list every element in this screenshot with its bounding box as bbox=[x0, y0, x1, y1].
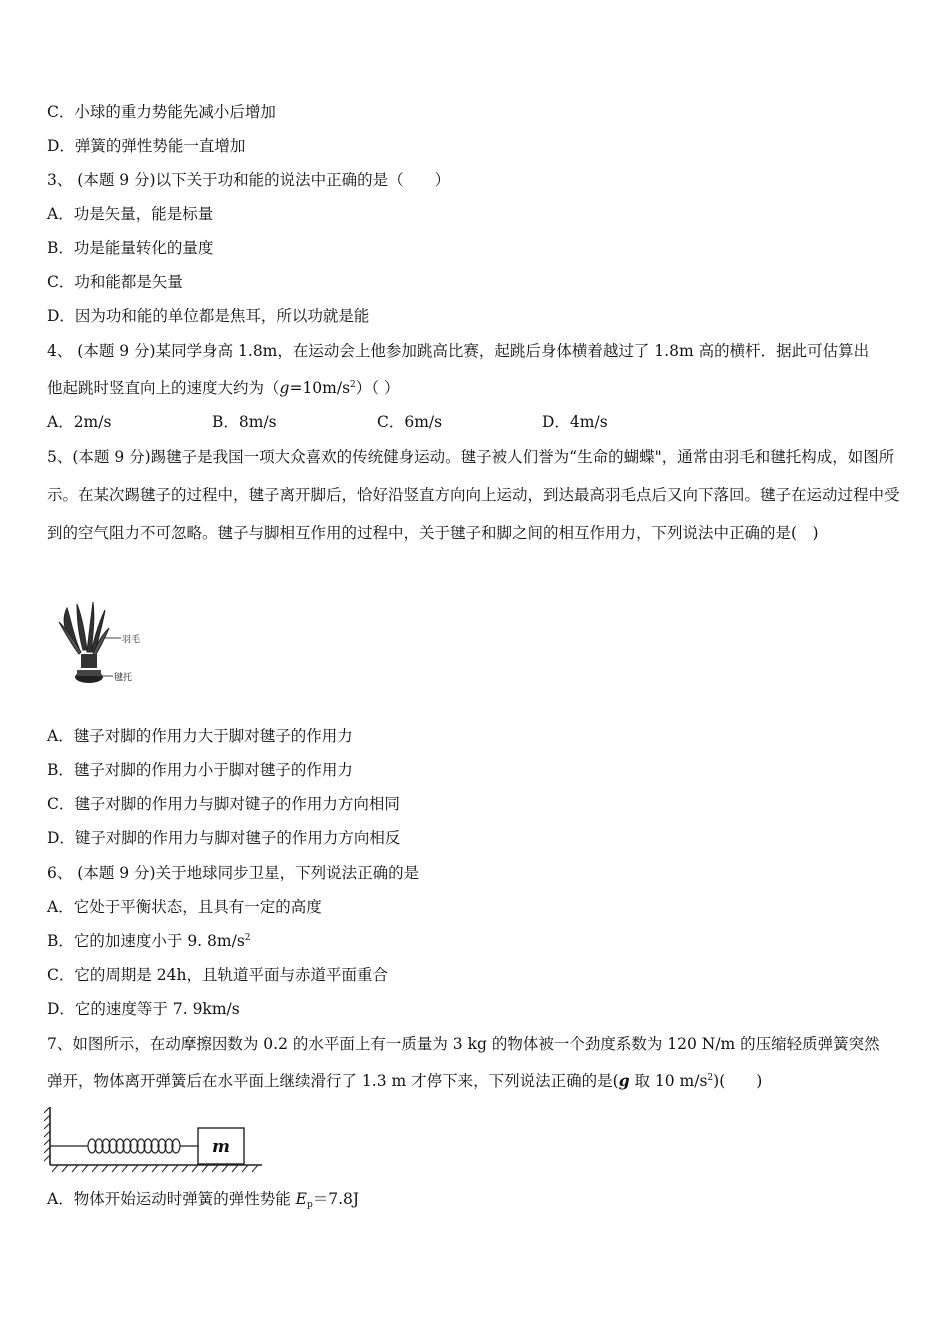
q2-option-c: C．小球的重力势能先减小后增加 bbox=[47, 103, 276, 121]
q3-option-b: B．功是能量转化的量度 bbox=[47, 239, 214, 257]
base-label: 毽托 bbox=[114, 673, 133, 683]
q3-option-a: A．功是矢量，能是标量 bbox=[47, 205, 214, 223]
q4-option-d: D．4m/s bbox=[542, 413, 608, 431]
block-mass-label: m bbox=[212, 1137, 230, 1157]
shuttlecock-figure bbox=[47, 600, 157, 690]
q7-stem-line2: 弹开，物体离开弹簧后在水平面上继续滑行了 1.3 m 才停下来，下列说法正确的是(g 取 10 $m/s^2$)( ) bbox=[47, 1071, 763, 1090]
q6-option-a: A．它处于平衡状态，且具有一定的高度 bbox=[47, 898, 322, 916]
q2-option-d: D．弹簧的弹性势能一直增加 bbox=[47, 137, 246, 155]
q6-stem: 6、 (本题 9 分)关于地球同步卫星，下列说法正确的是 bbox=[47, 864, 420, 882]
q4-options bbox=[47, 412, 707, 432]
q5-option-c: C．毽子对脚的作用力与脚对键子的作用力方向相同 bbox=[47, 795, 400, 813]
q3-option-d: D．因为功和能的单位都是焦耳，所以功就是能 bbox=[47, 307, 370, 325]
q5-option-d: D．键子对脚的作用力与脚对毽子的作用力方向相反 bbox=[47, 829, 401, 847]
q6-option-d: D．它的速度等于 7. 9km/s bbox=[47, 1000, 240, 1018]
spring-block-figure bbox=[44, 1103, 266, 1173]
feather-label: 羽毛 bbox=[122, 635, 141, 645]
q3-stem: 3、 (本题 9 分)以下关于功和能的说法中正确的是（ ） bbox=[47, 171, 451, 189]
q4-option-c: C．6m/s bbox=[377, 413, 443, 431]
q7-option-a: A．物体开始运动时弹簧的弹性势能 $E_p=7.8J$ bbox=[47, 1190, 360, 1210]
q7-stem-line1: 7、如图所示，在动摩擦因数为 0.2 的水平面上有一质量为 3 kg 的物体被一个劲度系数为 120 N/m 的压缩轻质弹簧突然 bbox=[47, 1035, 880, 1053]
q4-stem-line1: 4、 (本题 9 分)某同学身高 1.8m，在运动会上他参加跳高比赛，起跳后身体横着越过了 1.8m 高的横杆．据此可估算出 bbox=[47, 342, 870, 360]
q4-option-a: A．2m/s bbox=[47, 413, 112, 431]
q6-option-b: B．它的加速度小于 9. $8m/s^2$ bbox=[47, 932, 251, 950]
q5-stem: 5、(本题 9 分)踢毽子是我国一项大众喜欢的传统健身运动。毽子被人们誉为“生命的蝴蝶"，通常由羽毛和毽托构成，如图所示。在某次踢毽子的过程中，毽子离开脚后，恰好沿竖直方向向上运动，到达最高羽毛点后又向下落回。毽子在运动过程中受到的空气阻力不可忽略。毽子与脚相互作用的过程中，关于毽子和脚之间的相互作用力，下列说法中正确的是( ) bbox=[47, 448, 900, 542]
q6-option-c: C．它的周期是 24h，且轨道平面与赤道平面重合 bbox=[47, 966, 388, 984]
q5-option-b: B．毽子对脚的作用力小于脚对毽子的作用力 bbox=[47, 761, 353, 779]
q3-option-c: C．功和能都是矢量 bbox=[47, 273, 183, 291]
q4-option-b: B．8m/s bbox=[212, 413, 277, 431]
q5-option-a: A．毽子对脚的作用力大于脚对毽子的作用力 bbox=[47, 727, 353, 745]
q4-stem-line2: 他起跳时竖直向上的速度大约为$(g=10m/s^2)$（ ） bbox=[47, 379, 400, 397]
